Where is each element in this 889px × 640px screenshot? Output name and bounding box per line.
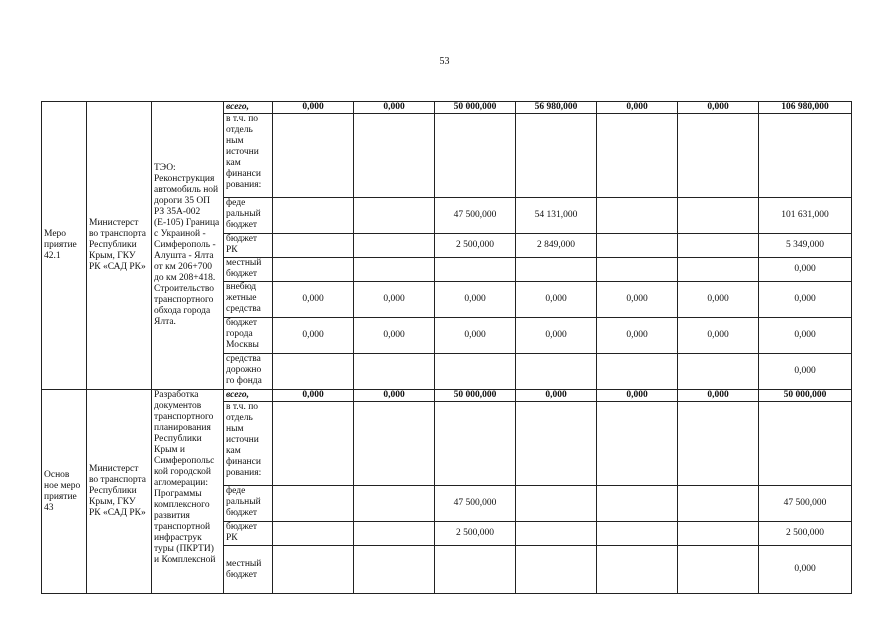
source-cell: бюджет РК: [224, 234, 273, 258]
source-cell: средства дорожно го фонда: [224, 354, 273, 390]
value-cell: [516, 522, 597, 546]
executor-cell: Министерст во транспорта Республики Крым, ГКУ РК «САД РК»: [87, 390, 152, 594]
source-cell: местный бюджет: [224, 546, 273, 594]
value-cell: 0,000: [759, 258, 852, 282]
value-cell: 0,000: [354, 102, 435, 114]
value-cell: [273, 198, 354, 234]
value-cell: [759, 114, 852, 198]
table-row: [42, 102, 852, 114]
table-row: [42, 390, 852, 402]
value-cell: 50 000,000: [435, 102, 516, 114]
value-cell: [435, 258, 516, 282]
value-cell: [435, 354, 516, 390]
value-cell: 0,000: [354, 318, 435, 354]
value-cell: 0,000: [678, 390, 759, 402]
value-cell: [759, 402, 852, 486]
value-cell: [516, 258, 597, 282]
value-cell: 0,000: [273, 102, 354, 114]
value-cell: 0,000: [354, 282, 435, 318]
source-cell: внебюд жетные средства: [224, 282, 273, 318]
value-cell: [354, 522, 435, 546]
value-cell: [516, 114, 597, 198]
value-cell: [678, 546, 759, 594]
value-cell: [678, 258, 759, 282]
value-cell: 2 500,000: [759, 522, 852, 546]
value-cell: [597, 354, 678, 390]
value-cell: 0,000: [678, 102, 759, 114]
value-cell: [516, 486, 597, 522]
value-cell: 0,000: [516, 282, 597, 318]
value-cell: [354, 486, 435, 522]
value-cell: [516, 402, 597, 486]
value-cell: 56 980,000: [516, 102, 597, 114]
value-cell: [597, 402, 678, 486]
value-cell: 0,000: [273, 318, 354, 354]
source-cell: всего,: [224, 390, 273, 402]
value-cell: 101 631,000: [759, 198, 852, 234]
value-cell: 0,000: [678, 282, 759, 318]
value-cell: [678, 486, 759, 522]
source-cell: в т.ч. по отдель ным источни кам финанси рования:: [224, 114, 273, 198]
source-cell: местный бюджет: [224, 258, 273, 282]
value-cell: [597, 486, 678, 522]
value-cell: [516, 354, 597, 390]
description-cell: ТЭО: Реконструкция автомобиль ной дороги 35 ОП РЗ 35А-002 (Е-105) Граница с Украиной - Симферополь - Алушта - Ялта от км 206+700 до км 208+418. Строительство транспортного обхода города Ялта.: [152, 102, 224, 390]
value-cell: 47 500,000: [759, 486, 852, 522]
source-cell: всего,: [224, 102, 273, 114]
value-cell: [597, 234, 678, 258]
value-cell: 0,000: [273, 282, 354, 318]
value-cell: [435, 402, 516, 486]
value-cell: [354, 354, 435, 390]
value-cell: [273, 486, 354, 522]
financing-table: [41, 101, 852, 594]
value-cell: 0,000: [354, 390, 435, 402]
value-cell: [273, 522, 354, 546]
value-cell: [354, 258, 435, 282]
measure-cell: Основ ное меро приятие 43: [42, 390, 87, 594]
value-cell: [273, 354, 354, 390]
value-cell: [354, 402, 435, 486]
value-cell: 0,000: [435, 318, 516, 354]
value-cell: 0,000: [597, 102, 678, 114]
value-cell: 50 000,000: [435, 390, 516, 402]
value-cell: 50 000,000: [759, 390, 852, 402]
page-number: 53: [439, 56, 450, 67]
value-cell: [354, 234, 435, 258]
value-cell: 2 500,000: [435, 234, 516, 258]
value-cell: 0,000: [759, 282, 852, 318]
source-cell: бюджет РК: [224, 522, 273, 546]
value-cell: 0,000: [597, 318, 678, 354]
value-cell: [678, 354, 759, 390]
value-cell: [678, 234, 759, 258]
value-cell: [435, 546, 516, 594]
value-cell: [273, 546, 354, 594]
value-cell: 5 349,000: [759, 234, 852, 258]
description-cell: Разработка документов транспортного планирования Республики Крым и Симферопольс кой городской агломерации: Программы комплексного развития транспортной инфраструк туры (ПКРТИ) и Комплексной: [152, 390, 224, 594]
value-cell: [597, 198, 678, 234]
value-cell: [678, 402, 759, 486]
value-cell: [678, 198, 759, 234]
value-cell: 47 500,000: [435, 486, 516, 522]
value-cell: [354, 114, 435, 198]
source-cell: феде ральный бюджет: [224, 486, 273, 522]
value-cell: [597, 546, 678, 594]
value-cell: 54 131,000: [516, 198, 597, 234]
value-cell: 0,000: [597, 390, 678, 402]
source-cell: бюджет города Москвы: [224, 318, 273, 354]
value-cell: [354, 198, 435, 234]
value-cell: [597, 258, 678, 282]
value-cell: 0,000: [759, 546, 852, 594]
executor-cell: Министерст во транспорта Республики Крым, ГКУ РК «САД РК»: [87, 102, 152, 390]
value-cell: 106 980,000: [759, 102, 852, 114]
value-cell: [678, 114, 759, 198]
value-cell: [354, 546, 435, 594]
value-cell: 0,000: [516, 318, 597, 354]
value-cell: 2 500,000: [435, 522, 516, 546]
value-cell: [273, 402, 354, 486]
value-cell: 0,000: [759, 318, 852, 354]
value-cell: [597, 522, 678, 546]
value-cell: [273, 258, 354, 282]
measure-cell: Меро приятие 42.1: [42, 102, 87, 390]
value-cell: 0,000: [759, 354, 852, 390]
value-cell: [678, 522, 759, 546]
value-cell: [273, 114, 354, 198]
value-cell: 0,000: [678, 318, 759, 354]
value-cell: [273, 234, 354, 258]
value-cell: [597, 114, 678, 198]
value-cell: 0,000: [597, 282, 678, 318]
value-cell: 47 500,000: [435, 198, 516, 234]
source-cell: в т.ч. по отдель ным источни кам финанси рования:: [224, 402, 273, 486]
value-cell: 0,000: [516, 390, 597, 402]
value-cell: [516, 546, 597, 594]
source-cell: феде ральный бюджет: [224, 198, 273, 234]
value-cell: [435, 114, 516, 198]
value-cell: 2 849,000: [516, 234, 597, 258]
value-cell: 0,000: [273, 390, 354, 402]
value-cell: 0,000: [435, 282, 516, 318]
